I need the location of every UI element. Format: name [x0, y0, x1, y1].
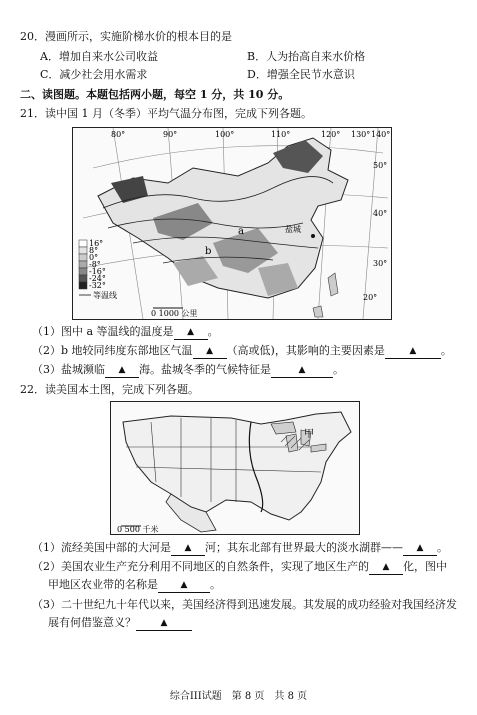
- china-january-temperature-map: [72, 127, 392, 320]
- legend-isotherm-label: 等温线: [93, 291, 117, 300]
- answer-blank[interactable]: [171, 540, 205, 556]
- q21-sub2-text-a: （2）b 地较同纬度东部地区气温: [32, 344, 193, 357]
- q20-option-c[interactable]: C．减少社会用水需求: [40, 68, 148, 81]
- answer-blank[interactable]: [403, 540, 437, 556]
- q21-sub1-end: 。: [207, 325, 219, 338]
- q22-sub1-text-a: （1）流经美国中部的大河是: [32, 541, 171, 554]
- lon-label: 120°: [321, 130, 341, 139]
- lon-label: 110°: [271, 130, 291, 139]
- q21-sub2-end: 。: [440, 344, 452, 357]
- q22-sub1: [32, 541, 448, 557]
- yancheng-label: 盐城: [285, 225, 301, 234]
- q22-sub2-line2: [48, 578, 221, 594]
- lon-label: 130°: [351, 130, 371, 139]
- blank-mark-icon: ▲: [298, 365, 306, 375]
- usa-map: [110, 401, 360, 535]
- blank-mark-icon: ▲: [409, 346, 417, 356]
- isotherm-a-label: a: [238, 226, 244, 237]
- section-2-heading: 二、读图题。本题包括两小题，每空 1 分，共 10 分。: [20, 88, 290, 101]
- answer-blank[interactable]: [136, 615, 192, 631]
- blank-mark-icon: ▲: [118, 365, 126, 375]
- lat-label: 20°: [363, 293, 378, 302]
- q21-sub3-end: 。: [333, 363, 344, 376]
- blank-mark-icon: ▲: [416, 543, 424, 553]
- q21-sub1-text: （1）图中 a 等温线的温度是: [32, 325, 174, 338]
- lat-label: 50°: [373, 161, 388, 170]
- q21-sub2-text-b: （高或低)，其影响的主要因素是: [226, 344, 385, 357]
- usa-map-graphic: [111, 402, 359, 534]
- china-map-graphic: [73, 128, 391, 319]
- q22-sub2-line1: [32, 560, 447, 576]
- region-jia-label: 甲: [304, 429, 314, 440]
- blank-mark-icon: ▲: [187, 327, 195, 337]
- q22-sub3-line2: [48, 616, 192, 632]
- q20-option-d[interactable]: D．增强全民节水意识: [247, 68, 355, 81]
- map-scale: 0 1000 公里: [151, 309, 198, 318]
- q22-sub3-line1: （3）二十世纪九十年代以来，美国经济得到迅速发展。其发展的成功经验对我国经济发: [32, 598, 457, 611]
- lat-label: 40°: [373, 209, 388, 218]
- q21-sub1: [32, 325, 219, 341]
- answer-blank[interactable]: [271, 362, 333, 378]
- q22-sub2-text-a: （2）美国农业生产充分利用不同地区的自然条件，实现了地区生产的: [32, 560, 369, 573]
- q20-option-a[interactable]: A．增加自来水公司收益: [40, 50, 158, 63]
- answer-blank[interactable]: [385, 343, 441, 359]
- q22-sub2-text-c: 甲地区农业带的名称是: [48, 578, 158, 591]
- q22-stem: 22．读美国本土图，完成下列各题。: [20, 383, 199, 396]
- q21-sub2: [32, 344, 452, 360]
- blank-mark-icon: ▲: [180, 580, 188, 590]
- blank-mark-icon: ▲: [160, 618, 168, 628]
- q22-sub2-end: 。: [210, 578, 221, 591]
- q21-sub3-text-a: （3）盐城濒临: [32, 363, 105, 376]
- legend-value: 0°: [89, 253, 99, 262]
- usa-map-scale: 0 500 千米: [117, 525, 159, 534]
- legend-value: -16°: [89, 267, 106, 276]
- point-b-label: b: [205, 246, 212, 257]
- legend-value: -8°: [89, 260, 101, 269]
- q20-stem: 20．漫画所示，实施阶梯水价的根本目的是: [20, 30, 232, 43]
- temperature-legend: [79, 239, 117, 300]
- q21-sub3: [32, 363, 344, 379]
- answer-blank[interactable]: [369, 559, 403, 575]
- page-footer: 综合III试题 第 8 页 共 8 页: [169, 691, 308, 702]
- q22-sub1-end: 。: [437, 541, 448, 554]
- answer-blank[interactable]: [105, 362, 139, 378]
- lon-label: 80°: [111, 130, 126, 139]
- q21-stem: 21．读中国 1 月（冬季）平均气温分布图，完成下列各题。: [20, 107, 312, 120]
- blank-mark-icon: ▲: [382, 562, 390, 572]
- answer-blank[interactable]: [158, 577, 210, 593]
- answer-blank[interactable]: [193, 343, 227, 359]
- lon-label: 100°: [215, 130, 235, 139]
- blank-mark-icon: ▲: [184, 543, 192, 553]
- blank-mark-icon: ▲: [206, 346, 213, 356]
- answer-blank[interactable]: [174, 324, 208, 340]
- legend-value: 8°: [89, 246, 99, 255]
- lon-label: 90°: [163, 130, 178, 139]
- q20-option-b[interactable]: B．人为抬高自来水价格: [247, 50, 366, 63]
- legend-value: -32°: [89, 281, 106, 290]
- q21-sub3-text-b: 海。盐城冬季的气候特征是: [139, 363, 271, 376]
- legend-value: -24°: [89, 274, 106, 283]
- yancheng-marker: [311, 234, 315, 238]
- legend-value: 16°: [89, 239, 104, 248]
- q22-sub2-text-b: 化，图中: [403, 560, 447, 573]
- lat-label: 30°: [373, 259, 388, 268]
- lon-label: 140°: [371, 130, 391, 139]
- q22-sub1-text-b: 河；其东北部有世界最大的淡水湖群——: [205, 541, 403, 554]
- q22-sub3-text-b: 展有何借鉴意义？: [48, 616, 136, 629]
